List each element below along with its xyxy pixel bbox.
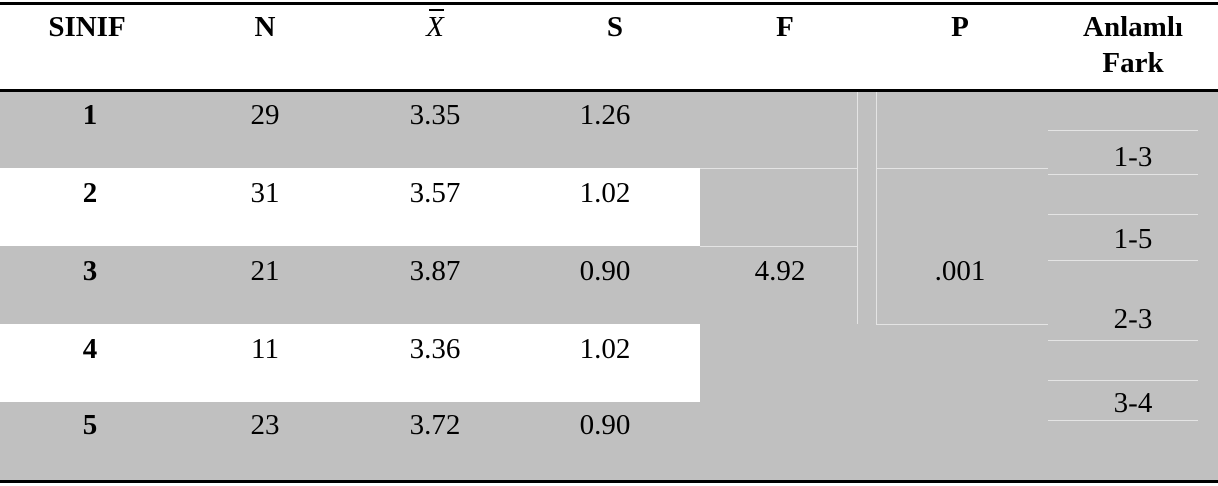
f-sep-1: [700, 168, 857, 169]
header-mean: [385, 10, 485, 44]
mean-symbol: X: [426, 11, 444, 43]
p-value: .001: [934, 255, 986, 287]
header-fark-line1: Anlamlı: [1083, 11, 1183, 43]
row2-sinif: 2: [82, 177, 98, 209]
fark-sep-7: [1048, 420, 1198, 421]
fark-sep-4: [1048, 260, 1198, 261]
row3-s: 0.90: [579, 255, 631, 287]
p-sep-2: [876, 324, 1048, 325]
row3-mean: 3.87: [409, 255, 461, 287]
fark-sep-1: [1048, 130, 1198, 131]
fark-3: 2-3: [1113, 303, 1153, 335]
fark-sep-2: [1048, 174, 1198, 175]
row2-s: 1.02: [579, 177, 631, 209]
row2-mean: 3.57: [409, 177, 461, 209]
header-s: S: [606, 11, 624, 43]
header-fark-line2: Fark: [1102, 47, 1164, 79]
row1-mean: 3.35: [409, 99, 461, 131]
row5-n: 23: [250, 409, 280, 441]
fark-1: 1-3: [1113, 141, 1153, 173]
f-value: 4.92: [754, 255, 806, 287]
fark-sep-3: [1048, 214, 1198, 215]
row2-n: 31: [250, 177, 280, 209]
row1-n: 29: [250, 99, 280, 131]
f-p-divider-right: [876, 92, 877, 324]
row1-sinif: 1: [82, 99, 98, 131]
fark-sep-5: [1048, 340, 1198, 341]
row4-sinif: 4: [82, 333, 98, 365]
fark-sep-6: [1048, 380, 1198, 381]
table-bottom-rule: [0, 480, 1218, 483]
row4-s: 1.02: [579, 333, 631, 365]
row5-mean: 3.72: [409, 409, 461, 441]
row5-s: 0.90: [579, 409, 631, 441]
f-p-divider-left: [857, 92, 858, 324]
header-sinif: SINIF: [48, 11, 126, 43]
f-sep-2: [700, 246, 857, 247]
header-n: N: [254, 11, 276, 43]
p-sep-1: [876, 168, 1048, 169]
fark-2: 1-5: [1113, 223, 1153, 255]
fark-4: 3-4: [1113, 387, 1153, 419]
header-p: P: [951, 11, 969, 43]
table-top-rule: [0, 2, 1218, 5]
row4-n: 11: [251, 333, 279, 365]
row5-sinif: 5: [82, 409, 98, 441]
row3-sinif: 3: [82, 255, 98, 287]
row1-s: 1.26: [579, 99, 631, 131]
row3-n: 21: [250, 255, 280, 287]
header-f: F: [776, 11, 794, 43]
row4-mean: 3.36: [409, 333, 461, 365]
